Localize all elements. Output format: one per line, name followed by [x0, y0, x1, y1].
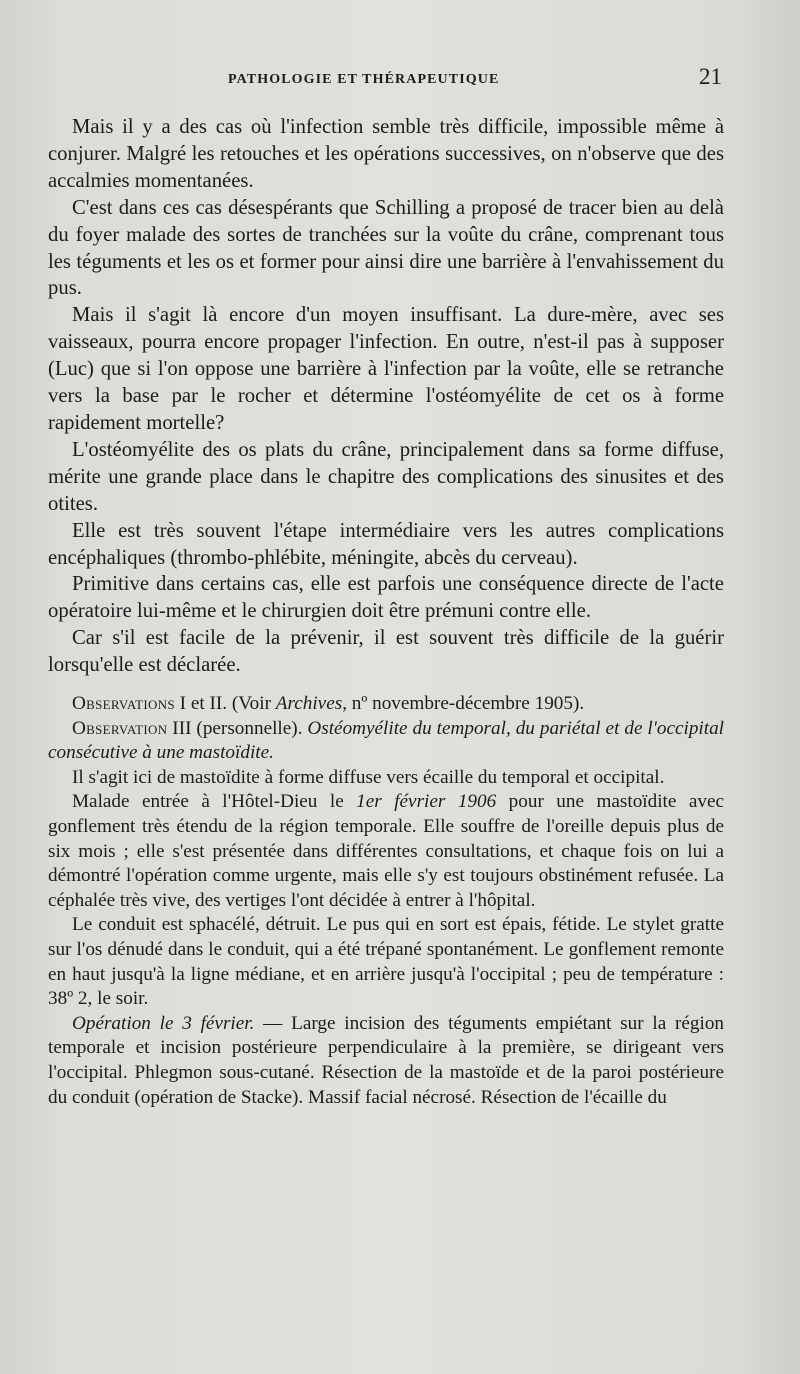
- operation-heading: Opération le 3 février.: [72, 1012, 255, 1034]
- observation-text: pour une mastoïdite avec gonflement très étendu de la région temporale. Elle souffre de l'oreille depuis plus de six mois ; elle s'est présentée dans différentes consultations, et chaque fois on lui a démontré l'opération comme urgente, mais elle s'y est toujours obstinément refusée. La céphalée très vive, des vertiges l'ont décidée à entrer à l'hôpital.: [48, 791, 724, 911]
- paragraph: Mais il y a des cas où l'infection semble très difficile, impossible même à conjurer. Malgré les retouches et les opérations successives, on n'observe que des accalmies momentanées.: [48, 116, 724, 192]
- observation-text: Malade entrée à l'Hôtel-Dieu le: [72, 791, 357, 813]
- observation-paragraph: [48, 692, 724, 717]
- paragraph: Mais il s'agit là encore d'un moyen insuffisant. La dure-mère, avec ses vaisseaux, pourra encore propager l'infection. En outre, n'est-il pas à supposer (Luc) que si l'on oppose une barrière à l'infection par la voûte, elle se retranche vers la base par le rocher et détermine l'ostéomyélite de cet os à forme rapidement mortelle?: [48, 304, 724, 434]
- observation-paragraph: [48, 717, 724, 766]
- observation-title: Ostéomyélite du temporal, du pariétal et de l'occipital consécutive à une mastoïdite.: [48, 717, 725, 764]
- main-text: [48, 114, 724, 679]
- observation-paragraph: [48, 1012, 724, 1110]
- paragraph: Elle est très souvent l'étape intermédiaire vers les autres complications encéphaliques (thrombo-phlébite, méningite, abcès du cerveau).: [48, 519, 724, 569]
- paragraph: Primitive dans certains cas, elle est parfois une conséquence directe de l'acte opératoire lui-même et le chirurgien doit être prémuni contre elle.: [48, 573, 724, 623]
- paragraph: L'ostéomyélite des os plats du crâne, principalement dans sa forme diffuse, mérite une grande place dans le chapitre des complications des sinusites et des otites.: [48, 438, 724, 515]
- observation-text: , nº novembre-décembre 1905).: [342, 693, 585, 715]
- running-head: PATHOLOGIE ET THÉRAPEUTIQUE: [228, 72, 500, 87]
- observation-text: III (personnelle).: [167, 717, 308, 739]
- paragraph: Car s'il est facile de la prévenir, il est souvent très difficile de la guérir lorsqu'elle est déclarée.: [48, 627, 724, 677]
- admission-date: 1er février 1906: [356, 791, 497, 813]
- observation-paragraph: Le conduit est sphacélé, détruit. Le pus qui en sort est épais, fétide. Le stylet gratte sur l'os dénudé dans le conduit, qui a été trépané spontanément. Le gonflement remonte en haut jusqu'à la ligne médiane, et en arrière jusqu'à l'occipital ; peu de température : 38º 2, le soir.: [48, 914, 724, 1010]
- observation-text: — Large incision des téguments empiétant sur la région temporale et incision postérieure perpendiculaire à la première, se dirigeant vers l'occipital. Phlegmon sous-cutané. Résection de la mastoïde et de la paroi postérieure du conduit (opération de Stacke). Massif facial nécrosé. Résection de l'écaille du: [48, 1012, 725, 1108]
- page-body: [48, 114, 724, 1110]
- page-number: 21: [699, 64, 722, 89]
- journal-name: Archives: [275, 693, 343, 715]
- observation-paragraph: [48, 790, 724, 913]
- observation-text: I et II. (Voir: [174, 693, 276, 715]
- paragraph: C'est dans ces cas désespérants que Schilling a proposé de tracer bien au delà du foyer malade des sortes de tranchées sur la voûte du crâne, comprenant tous les téguments et les os et former pour ainsi dire une barrière à l'envahissement du pus.: [48, 196, 724, 300]
- page-header: [48, 64, 722, 94]
- observation-label: Observations: [72, 693, 175, 715]
- observation-label: Observation: [72, 717, 168, 739]
- observation-paragraph: Il s'agit ici de mastoïdite à forme diffuse vers écaille du temporal et occipital.: [72, 766, 665, 788]
- observations-section: [48, 692, 724, 1110]
